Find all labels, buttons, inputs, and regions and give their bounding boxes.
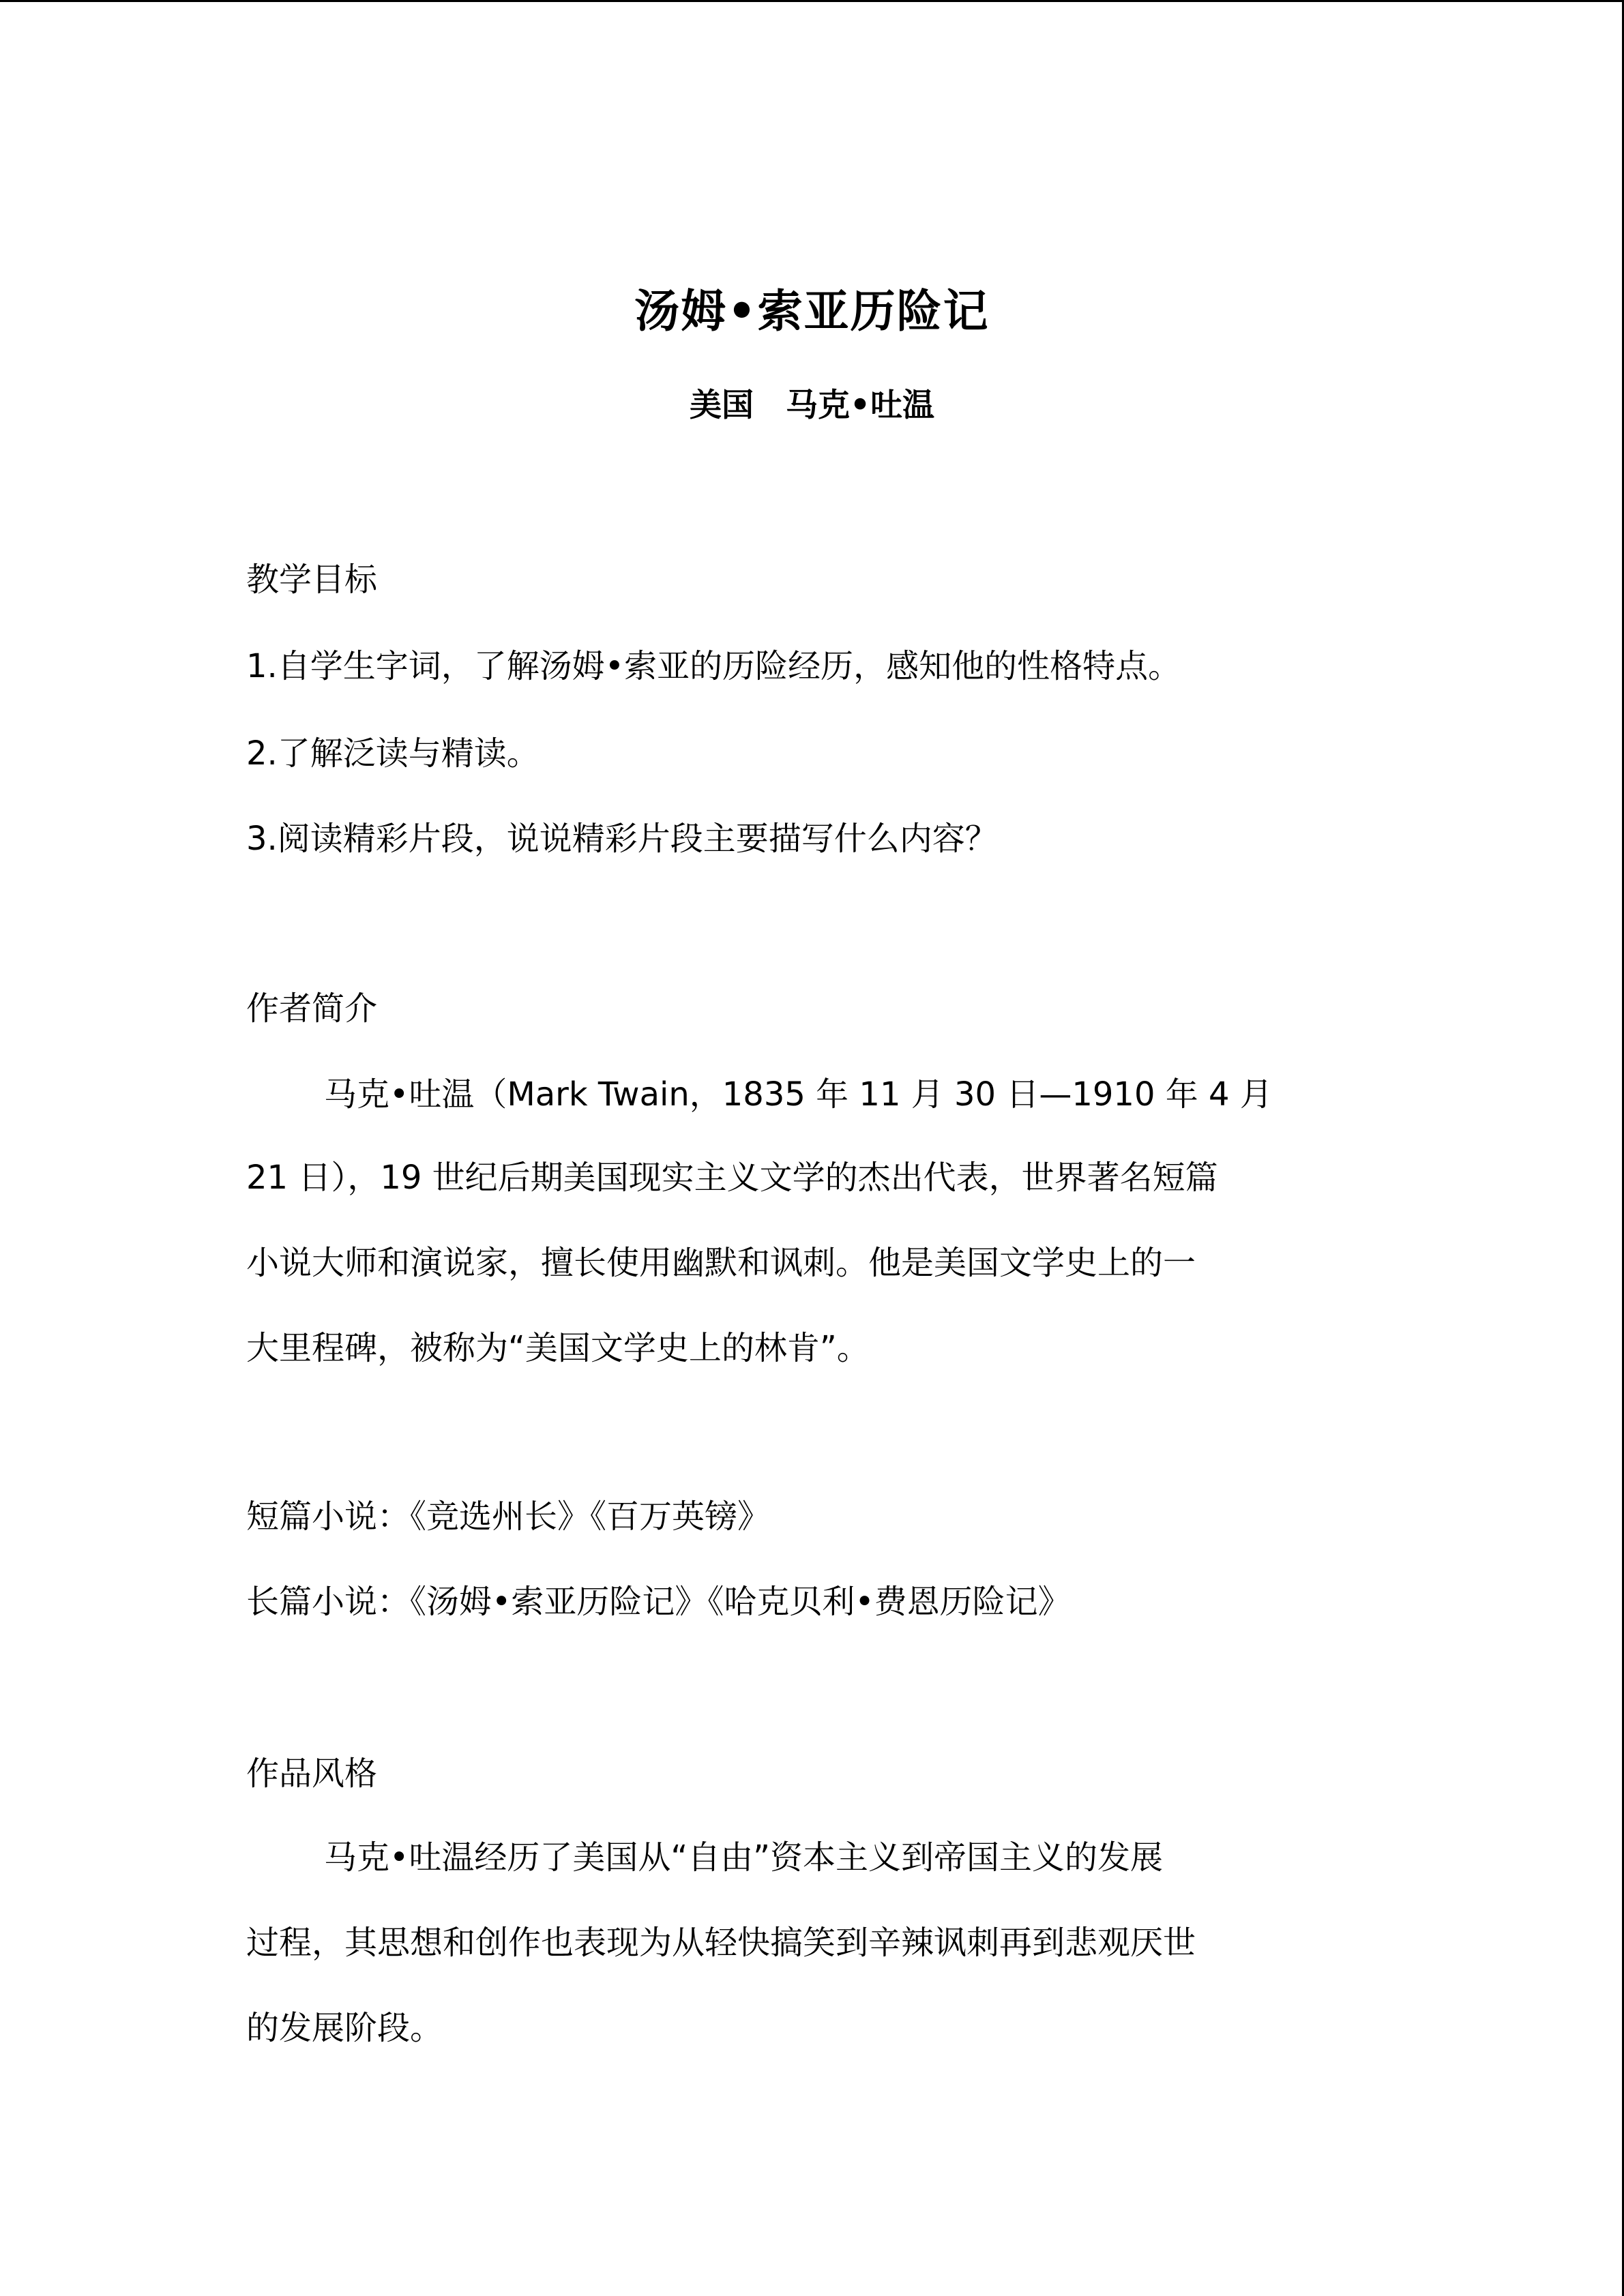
objective-item-2: 2.了解泛读与精读。 bbox=[246, 734, 540, 773]
document-title: 汤姆•索亚历险记 bbox=[634, 284, 990, 338]
author-paragraph-line-3: 小说大师和演说家，擅长使用幽默和讽刺。他是美国文学史上的一 bbox=[246, 1244, 1196, 1282]
author-paragraph-line-2: 21 日），19 世纪后期美国现实主义文学的杰出代表，世界著名短篇 bbox=[246, 1159, 1218, 1197]
style-paragraph-line-2: 过程，其思想和创作也表现为从轻快搞笑到辛辣讽刺再到悲观厌世 bbox=[246, 1924, 1196, 1962]
author-paragraph-line-1: 马克•吐温（Mark Twain，1835 年 11 月 30 日—1910 年 4 月 bbox=[324, 1075, 1273, 1114]
style-paragraph-line-1: 马克•吐温经历了美国从“自由”资本主义到帝国主义的发展 bbox=[324, 1838, 1164, 1877]
document-subtitle: 美国 马克•吐温 bbox=[689, 387, 935, 424]
novels-line: 长篇小说：《汤姆•索亚历险记》《哈克贝利•费恩历险记》 bbox=[246, 1583, 1071, 1621]
style-heading: 作品风格 bbox=[246, 1755, 378, 1793]
author-heading: 作者简介 bbox=[246, 989, 378, 1028]
objectives-heading: 教学目标 bbox=[246, 561, 378, 599]
short-stories-line: 短篇小说：《竞选州长》《百万英镑》 bbox=[246, 1497, 771, 1536]
style-paragraph-line-3: 的发展阶段。 bbox=[246, 2009, 443, 2047]
objective-item-3: 3.阅读精彩片段，说说精彩片段主要描写什么内容？ bbox=[246, 820, 998, 858]
author-paragraph-line-4: 大里程碑，被称为“美国文学史上的林肯”。 bbox=[246, 1329, 870, 1367]
objective-item-1: 1.自学生字词，了解汤姆•索亚的历险经历，感知他的性格特点。 bbox=[246, 647, 1181, 685]
